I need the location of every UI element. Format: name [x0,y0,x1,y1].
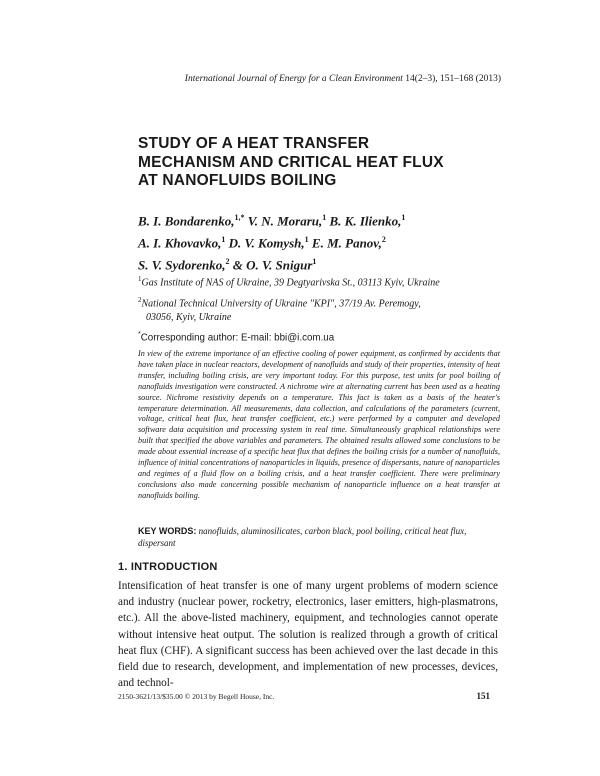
corresponding-author [138,328,518,345]
journal-name: International Journal of Energy for a Clean Environment [184,74,403,84]
keywords [138,525,500,549]
affiliation-text-line-2: 03056, Kyiv, Ukraine [146,312,232,324]
keywords-label: KEY WORDS: [138,526,197,536]
section-heading-introduction: 1. INTRODUCTION [118,561,218,573]
author-name: B. K. Ilienko, [329,213,402,229]
author-affil-mark: 1 [221,234,226,244]
title-line-2: MECHANISM AND CRITICAL HEAT FLUX [138,153,444,171]
abstract: In view of the extreme importance of an effective cooling of power equipment, as confirmed by accidents that have taken place in nuclear reactors, development of nanofluids and study of their properties, intensity of heat transfer, including boiling crisis, are very important today. For this purpose, test units for pool boiling of nanofluids investigation were constructed. A nichrome wire at alternating current has been used as a heating source. Nichrome resistivity depends on a temperature. This fact is taken as a basis of the heater's temperature determination. All measurements, data collection, and calculations of the parameters (current, voltage, critical heat flux, heat transfer coefficient, etc.) were performed by a computer and developed software data acquisition and processing system in real time. Simultaneously graphical relationships were built that specified the above variables and parameters. The obtained results allowed some conclusions to be made about essential increase of a specific heat flux that defines the boiling crisis for a number of nanofluids, influence of initial concentrations of nanoparticles in liquids, presence of dispersants, nature of nanoparticles and regimes of a fluid flow on a boiling crisis, and a heat transfer coefficient. There were preliminary conclusions also made concerning possible mechanism of nanoparticle influence on a heat transfer at nanofluids boiling. [138,349,500,500]
author-line-2 [138,231,528,253]
author-name: S. V. Sydorenko, [138,256,226,272]
title-line-3: AT NANOFLUIDS BOILING [138,172,337,189]
corresponding-mark: * [138,331,141,338]
author-name: B. I. Bondarenko, [138,213,235,229]
journal-header [185,74,501,84]
author-affil-mark: 2 [381,234,386,244]
author-name: V. N. Moraru, [247,213,323,229]
introduction-paragraph: Intensification of heat transfer is one of many urgent problems of modern science and industry (nuclear power, rocketry, electronics, laser emitters, high-plasmatrons, etc.). All the above-listed machinery, equipment, and technologies cannot operate without intensive heat output. The solution is realized through a growth of critical heat flux (CHF). A significant success has been achieved over the last decade in this field due to research, development, and implementation of new processes, devices, and technol- [118,580,498,690]
author-affil-mark: 2 [225,256,230,266]
paper-title [138,135,518,191]
author-line-1 [138,209,528,231]
journal-issue: 14(2–3), 151–168 (2013) [405,74,501,84]
author-affil-mark: 1 [322,213,327,222]
affiliation-text-line-1: National Technical University of Ukraine "KPI", 37/19 Av. Peremogy, [141,298,421,310]
keywords-text: nanofluids, aluminosilicates, carbon black, pool boiling, critical heat flux, dispersant [138,526,467,548]
footer-copyright: 2150-3621/13/$35.00 © 2013 by Begell House, Inc. [118,692,275,701]
author-affil-mark: 1 [401,213,406,222]
author-affil-mark: 1 [312,256,317,266]
affiliation-1 [138,272,518,290]
author-name: D. V. Komysh, [228,235,305,251]
affiliation-mark: 2 [138,296,142,304]
affiliation-2 [138,293,518,325]
author-name: E. M. Panov, [311,235,382,251]
page-number: 151 [476,691,490,701]
affiliation-mark: 1 [138,275,142,283]
author-name: & O. V. Snigur [232,256,313,272]
corresponding-text: Corresponding author: E-mail: bbi@i.com.ua [140,332,335,344]
affiliation-text: Gas Institute of NAS of Ukraine, 39 Degtyarivska St., 03113 Kyiv, Ukraine [141,277,440,289]
author-affil-mark: 1,* [234,213,245,222]
author-affil-mark: 1 [304,234,309,244]
author-list [138,209,528,274]
author-name: A. I. Khovavko, [138,235,222,251]
title-line-1: STUDY OF A HEAT TRANSFER [138,135,370,152]
